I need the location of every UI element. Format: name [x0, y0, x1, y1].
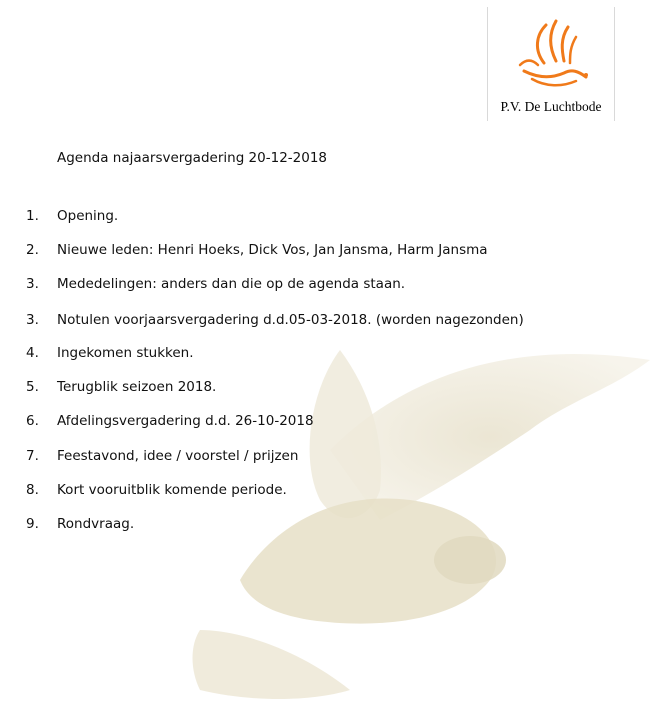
item-text: Feestavond, idee / voorstel / prijzen — [57, 448, 299, 464]
item-number: 4. — [26, 345, 39, 361]
club-name: P.V. De Luchtbode — [500, 99, 602, 114]
item-number: 1. — [26, 208, 39, 224]
item-text: Rondvraag. — [57, 516, 135, 532]
item-text: Kort vooruitblik komende periode. — [57, 482, 287, 498]
item-text: Terugblik seizoen 2018. — [57, 379, 217, 395]
item-number: 2. — [26, 242, 39, 258]
item-text: Ingekomen stukken. — [57, 345, 194, 361]
item-number: 3. — [26, 312, 39, 328]
item-text: Nieuwe leden: Henri Hoeks, Dick Vos, Jan Jansma, Harm Jansma — [57, 242, 488, 258]
item-text: Opening. — [57, 208, 119, 224]
item-number: 5. — [26, 379, 39, 395]
item-number: 3. — [26, 276, 39, 292]
item-text: Afdelingsvergadering d.d. 26-10-2018 — [57, 413, 314, 429]
page-title: Agenda najaarsvergadering 20-12-2018 — [57, 150, 328, 166]
dove-watermark-icon — [180, 330, 670, 703]
item-number: 6. — [26, 413, 39, 429]
item-number: 7. — [26, 448, 39, 464]
dove-icon — [506, 15, 596, 95]
item-number: 8. — [26, 482, 39, 498]
item-text: Notulen voorjaarsvergadering d.d.05-03-2018. (worden nagezonden) — [57, 312, 524, 328]
club-logo — [487, 7, 615, 121]
item-number: 9. — [26, 516, 39, 532]
item-text: Mededelingen: anders dan die op de agenda staan. — [57, 276, 406, 292]
